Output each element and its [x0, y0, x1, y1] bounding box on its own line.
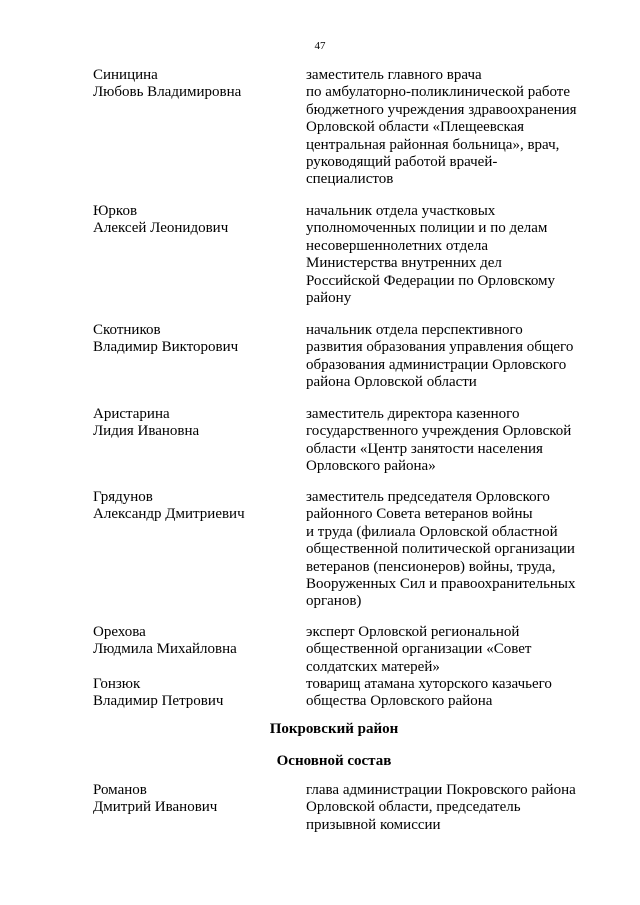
district-heading: Покровский район	[269, 721, 399, 737]
position-line: Орловского района»	[306, 458, 436, 475]
member-name	[93, 624, 293, 659]
member-position	[306, 624, 596, 676]
member-position	[306, 67, 596, 189]
member-name	[93, 782, 293, 817]
member-surname: Гонзюк	[93, 676, 141, 692]
position-line: заместитель главного врача	[306, 67, 482, 83]
member-given-names: Владимир Викторович	[93, 339, 239, 356]
member-position	[306, 322, 596, 392]
member-surname: Орехова	[93, 624, 146, 640]
member-given-names: Александр Дмитриевич	[93, 506, 245, 523]
member-given-names: Лидия Ивановна	[93, 423, 200, 440]
position-line: уполномоченных полиции и по делам	[306, 220, 548, 237]
position-line: товарищ атамана хуторского казачьего	[306, 676, 552, 692]
member-name	[93, 67, 293, 102]
position-line: района Орловской области	[306, 374, 477, 391]
member-position	[306, 406, 596, 476]
member-name	[93, 676, 293, 711]
position-line: Министерства внутренних дел	[306, 255, 502, 272]
position-line: Орловской области, председатель	[306, 799, 521, 816]
position-line: солдатских матерей»	[306, 658, 440, 675]
member-given-names: Любовь Владимировна	[93, 84, 242, 101]
page-number: 47	[314, 40, 326, 52]
position-line: общественной организации «Совет	[306, 641, 532, 658]
position-line: центральная районная больница», врач,	[306, 136, 560, 153]
position-line: общественной политической организации	[306, 541, 575, 558]
position-line: заместитель председателя Орловского	[306, 489, 550, 505]
position-line: призывной комиссии	[306, 816, 441, 833]
position-line: Российской Федерации по Орловскому	[306, 272, 556, 289]
position-line: и труда (филиала Орловской областной	[306, 523, 558, 540]
position-line: общества Орловского района	[306, 693, 493, 710]
member-position	[306, 782, 596, 834]
member-given-names: Дмитрий Иванович	[93, 799, 218, 816]
member-surname: Синицина	[93, 67, 158, 83]
composition-heading: Основной состав	[276, 753, 392, 769]
member-name	[93, 203, 293, 238]
member-given-names: Владимир Петрович	[93, 693, 224, 710]
member-surname: Грядунов	[93, 489, 153, 505]
position-line: области «Центр занятости населения	[306, 440, 543, 457]
position-line: ветеранов (пенсионеров) войны, труда,	[306, 558, 556, 575]
position-line: начальник отдела перспективного	[306, 322, 523, 338]
position-line: по амбулаторно-поликлинической работе	[306, 84, 571, 101]
position-line: бюджетного учреждения здравоохранения	[306, 101, 577, 118]
position-line: глава администрации Покровского района	[306, 782, 576, 798]
member-name	[93, 489, 293, 524]
member-name	[93, 322, 293, 357]
position-line: развития образования управления общего	[306, 339, 574, 356]
position-line: районного Совета ветеранов войны	[306, 506, 533, 523]
member-position	[306, 203, 596, 307]
position-line: Вооруженных Сил и правоохранительных	[306, 576, 576, 593]
position-line: начальник отдела участковых	[306, 203, 496, 219]
position-line: заместитель директора казенного	[306, 406, 520, 422]
member-position	[306, 489, 596, 611]
member-surname: Аристарина	[93, 406, 170, 422]
member-position	[306, 676, 596, 711]
member-surname: Скотников	[93, 322, 161, 338]
position-line: несовершеннолетних отдела	[306, 237, 489, 254]
position-line: образования администрации Орловского	[306, 356, 567, 373]
member-given-names: Алексей Леонидович	[93, 220, 229, 237]
member-given-names: Людмила Михайловна	[93, 641, 237, 658]
member-surname: Романов	[93, 782, 147, 798]
member-name	[93, 406, 293, 441]
position-line: эксперт Орловской региональной	[306, 624, 520, 640]
member-surname: Юрков	[93, 203, 138, 219]
position-line: государственного учреждения Орловской	[306, 423, 572, 440]
position-line: Орловской области «Плещеевская	[306, 119, 525, 136]
position-line: органов)	[306, 593, 362, 610]
position-line: специалистов	[306, 171, 394, 188]
position-line: району	[306, 290, 352, 307]
position-line: руководящий работой врачей-	[306, 154, 498, 171]
